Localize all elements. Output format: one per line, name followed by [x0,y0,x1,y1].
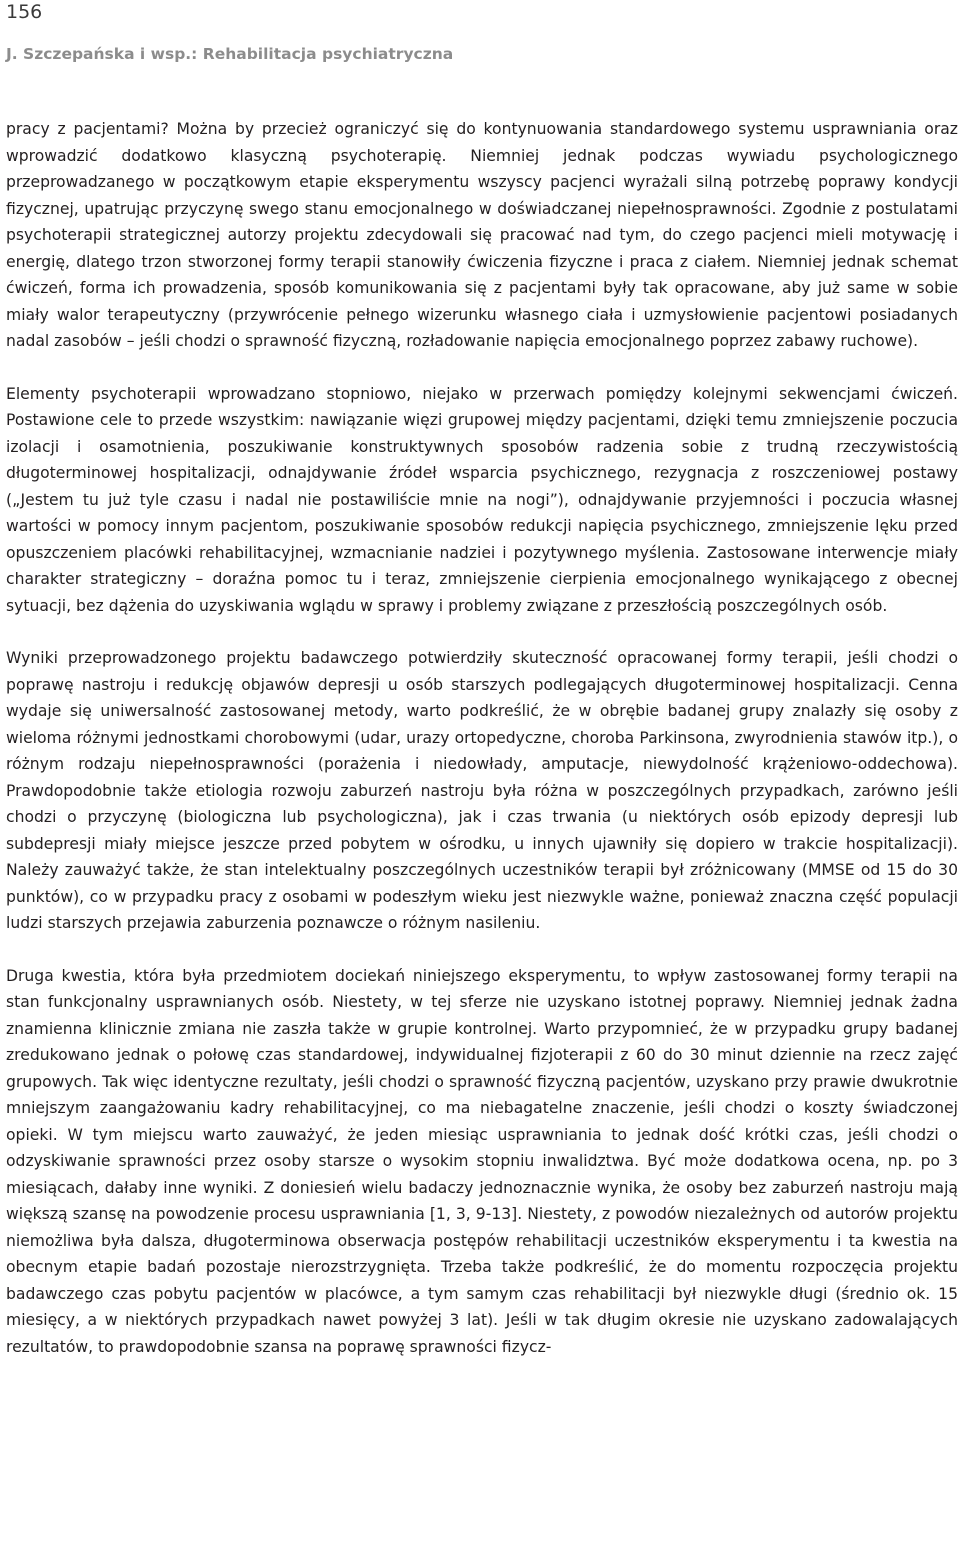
paragraph-4: Druga kwestia, która była przedmiotem dociekań niniejszego eksperymentu, to wpływ zastosowanej formy terapii na stan funkcjonalny usprawnianych osób. Niestety, w tej sferze nie uzyskano istotnej poprawy. Niemniej jednak żadna znamienna klinicznie zmiana nie zaszła także w grupie kontrolnej. Warto przypomnieć, że w przypadku grupy badanej zredukowano jednak o połowę czas standardowej, indywidualnej fizjoterapii z 60 do 30 minut dziennie na rzecz zajęć grupowych. Tak więc identyczne rezultaty, jeśli chodzi o sprawność fizyczną pacjentów, uzyskano przy prawie dwukrotnie mniejszym zaangażowaniu kadry rehabilitacyjnej, co ma niebagatelne znaczenie, jeśli chodzi o koszty świadczonej opieki. W tym miejscu warto zauważyć, że jeden miesiąc usprawniania to jednak dość krótki czas, jeśli chodzi o odzyskiwanie sprawności przez osoby starsze o wysokim stopniu inwalidztwa. Być może dodatkowa ocena, np. po 3 miesiącach, dałaby inne wyniki. Z doniesień wielu badaczy jednoznacznie wynika, że osoby bez zaburzeń nastroju mają większą szansę na powodzenie procesu usprawniania [1, 3, 9-13]. Niestety, z powodów niezależnych od autorów projektu niemożliwa była dalsza, długoterminowa obserwacja postępów rehabilitacji uczestników eksperymentu i ta kwestia na obecnym etapie badań pozostaje nierozstrzygnięta. Trzeba także podkreślić, że do momentu rozpoczęcia projektu badawczego czas pobytu pacjentów w placówce, a tym samym czas rehabilitacji był niezwykle długi (średnio ok. 15 miesięcy, a w niektórych przypadkach nawet powyżej 3 lat). Jeśli w tak długim okresie nie uzyskano zadowalających rezultatów, to prawdopodobnie szansa na poprawę sprawności fizycz- [6,966,958,1356]
page-number: 156 [6,1,43,23]
body-text [6,116,958,1386]
paragraph-3: Wyniki przeprowadzonego projektu badawczego potwierdziły skuteczność opracowanej formy terapii, jeśli chodzi o poprawę nastroju i redukcję objawów depresji u osób starszych podlegających długoterminowej hospitalizacji. Cenna wydaje się uniwersalność zastosowanej metody, warto podkreślić, że w obrębie badanej grupy znalazły się osoby z wieloma różnymi jednostkami chorobowymi (udar, urazy ortopedyczne, choroba Parkinsona, zwyrodnienia stawów itp.), o różnym rodzaju niepełnosprawności (porażenia i niedowłady, amputacje, niewydolność krążeniowo-oddechowa). Prawdopodobnie także etiologia rozwoju zaburzeń nastroju była różna w poszczególnych przypadkach, zarówno jeśli chodzi o przyczynę (biologiczna lub psychologiczna), jak i czas trwania (u niektórych osób epizody depresji lub subdepresji miały miejsce jeszcze przed pobytem w ośrodku, u innych ujawniły się dopiero w trakcie hospitalizacji). Należy zauważyć także, że stan intelektualny poszczególnych uczestników terapii był zróżnicowany (MMSE od 15 do 30 punktów), co w przypadku pracy z osobami w podeszłym wieku jest niezwykle ważne, ponieważ znaczna część populacji ludzi starszych przejawia zaburzenia poznawcze o różnym nasileniu. [6,649,958,932]
running-header: J. Szczepańska i wsp.: Rehabilitacja psychiatryczna [6,45,454,63]
paragraph-1: pracy z pacjentami? Można by przecież ograniczyć się do kontynuowania standardowego systemu usprawniania oraz wprowadzić dodatkowo klasyczną psychoterapię. Niemniej jednak podczas wywiadu psychologicznego przeprowadzanego w początkowym etapie eksperymentu wszyscy pacjenci wyrażali silną potrzebę poprawy kondycji fizycznej, upatrując przyczynę swego stanu emocjonalnego w doświadczanej niepełnosprawności. Zgodnie z postulatami psychoterapii strategicznej autorzy projektu zdecydowali się pracować nad tym, do czego pacjenci mieli motywację i energię, dlatego trzon stworzonej formy terapii stanowiły ćwiczenia fizyczne i praca z ciałem. Niemniej jednak schemat ćwiczeń, forma ich prowadzenia, sposób komunikowania się z pacjentami były tak opracowane, aby już same w sobie miały walor terapeutyczny (przywrócenie pełnego wizerunku własnego ciała i uzmysłowienie pacjentowi posiadanych nadal zasobów – jeśli chodzi o sprawność fizyczną, rozładowanie napięcia emocjonalnego poprzez zabawy ruchowe). [6,120,958,350]
paragraph-2: Elementy psychoterapii wprowadzano stopniowo, niejako w przerwach pomiędzy kolejnymi sekwencjami ćwiczeń. Postawione cele to przede wszystkim: nawiązanie więzi grupowej między pacjentami, dzięki temu zmniejszenie poczucia izolacji i osamotnienia, poszukiwanie konstruktywnych sposobów radzenia sobie z trudną rzeczywistością długoterminowej hospitalizacji, odnajdywanie źródeł wsparcia psychicznego, rezygnacja z roszczeniowej postawy („Jestem tu już tyle czasu i nadal nie postawiliście mnie na nogi”), odnajdywanie przyjemności i poczucia własnej wartości w pomocy innym pacjentom, poszukiwanie sposobów redukcji napięcia psychicznego, zmniejszenie lęku przed opuszczeniem placówki rehabilitacyjnej, wzmacnianie nadziei i pozytywnego myślenia. Zastosowane interwencje miały charakter strategiczny – doraźna pomoc tu i teraz, zmniejszenie cierpienia emocjonalnego wynikającego z obecnej sytuacji, bez dążenia do uzyskiwania wglądu w sprawy i problemy związane z przeszłością poszczególnych osób. [6,384,958,615]
